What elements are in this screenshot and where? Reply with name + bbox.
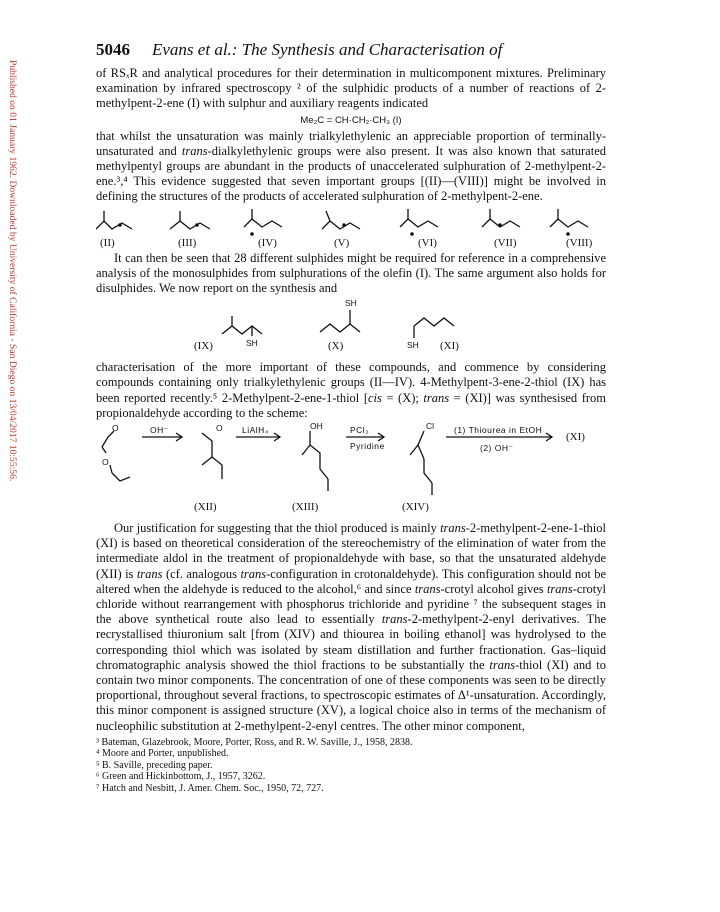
- atom-OH-XIII: OH: [310, 421, 323, 432]
- paragraph-4: characterisation of the more important of these compounds, and commence by considering compounds containing only trialkylethylenic groups (II—IV). 4-Methylpent-3-ene-2-thiol (IX) has been reported recently.⁵ 2-Methylpent-2-ene-1-thiol [cis = (X); trans = (XI)] was synthesised from propionaldehyde according to the scheme:: [96, 360, 606, 420]
- label-XI: (XI): [440, 340, 459, 353]
- synthesis-scheme-svg: [96, 421, 606, 521]
- reagent-PCl3: PCl₃: [350, 425, 370, 436]
- paragraph-1: of RSₓR and analytical procedures for their determination in multicomponent mixtures. Preliminary examination by infrared spectroscopy ² of the sulphidic products of a number of reactions of 2-methylpent-2-ene (I) with sulphur and auxiliary reagents indicated: [96, 66, 606, 111]
- atom-O-XII: O: [216, 423, 223, 434]
- label-XIII: (XIII): [292, 501, 319, 514]
- footnote-4: ⁴ Moore and Porter, unpublished.: [96, 748, 229, 760]
- equation-I: Me₂C = CH·CH₂·CH₃ (I): [300, 114, 402, 126]
- structure-IV: [244, 219, 282, 227]
- atom-SH-IX: SH: [246, 338, 258, 349]
- label-IX: (IX): [194, 340, 213, 353]
- label-VI: (VI): [418, 236, 437, 249]
- structure-II: [96, 221, 132, 229]
- synthesis-scheme: [96, 421, 606, 521]
- footnote-5: ⁵ B. Saville, preceding paper.: [96, 759, 213, 771]
- atom-Cl-XIV: Cl: [426, 421, 435, 432]
- label-XIV: (XIV): [402, 501, 429, 514]
- reagent-hydroxide-2: (2) OH⁻: [480, 443, 514, 454]
- atom-O-2: O: [102, 457, 109, 468]
- structure-IX: [222, 326, 262, 334]
- structure-VIII: [550, 219, 588, 227]
- footnote-3: ³ Bateman, Glazebrook, Moore, Porter, Ross, and R. W. Saville, J., 1958, 2838.: [96, 736, 413, 748]
- label-VIII: (VIII): [566, 236, 593, 249]
- structure-III: [170, 221, 210, 229]
- structure-XI: [414, 318, 454, 326]
- page-number: 5046: [96, 40, 130, 59]
- structures-II-VIII: [96, 205, 606, 251]
- label-III: (III): [178, 236, 197, 249]
- label-II: (II): [100, 236, 115, 249]
- structures-IX-XI: [96, 296, 606, 360]
- reagent-pyridine: Pyridine: [350, 441, 385, 452]
- reagent-thiourea: (1) Thiourea in EtOH: [454, 425, 543, 436]
- running-title: Evans et al.: The Synthesis and Characterisation of: [152, 40, 503, 59]
- atom-O-1: O: [112, 423, 119, 434]
- reagent-LiAlH4: LiAlH₄: [242, 425, 269, 436]
- label-V: (V): [334, 236, 350, 249]
- journal-page: [96, 40, 606, 794]
- paragraph-5: Our justification for suggesting that the thiol produced is mainly trans-2-methylpent-2-ene-1-thiol (XI) is based on theoretical consideration of the stereochemistry of the elimination of water from the intermediate aldol in the treatment of propionaldehyde with base, so that the unsaturated aldehyde (XII) is trans (cf. analogous trans-configuration in crotonaldehyde). This configuration should not be altered when the aldehyde is reduced to the alcohol,⁶ and since trans-crotyl alcohol gives trans-crotyl chloride without rearrangement with phosphorus trichloride and pyridine ⁷ the subsequent stages in the above synthetical route also lead to essentially trans-2-methylpent-2-enyl derivatives. The recrystallised thiuronium salt [from (XIV) and thiourea in boiling ethanol] was hydrolysed to the corresponding thiol which was isolated by steam distillation and further fractionation. Gas–liquid chromatographic analysis showed the thiol fractions to be substantially the trans-thiol (XI) and to contain two minor components. The concentration of one of these components was seen to be directly proportional, throughout several fractions, to spectroscopic estimates of Δ¹-unsaturation. Accordingly, this minor component is assigned structure (XV), a logical choice also in terms of the mechanism of nucleophilic substitution at 2-methylpent-2-enyl centres. The other minor component,: [96, 521, 606, 733]
- label-XII: (XII): [194, 501, 217, 514]
- reagent-hydroxide: OH⁻: [150, 425, 169, 436]
- running-header: [96, 40, 606, 66]
- footnote-7: ⁷ Hatch and Nesbitt, J. Amer. Chem. Soc., 1950, 72, 727.: [96, 782, 324, 794]
- watermark-text: Published on 01 January 1962. Downloaded by University of California - San Diego on 13/04/2017 10:55:56.: [7, 60, 18, 482]
- footnote-6: ⁶ Green and Hickinbottom, J., 1957, 3262.: [96, 771, 266, 783]
- download-watermark: [4, 60, 18, 600]
- structures-row1-svg: [96, 205, 606, 251]
- structure-V: [322, 221, 360, 229]
- footnotes: [96, 737, 606, 794]
- label-VII: (VII): [494, 236, 517, 249]
- structure-VI: [400, 219, 438, 227]
- atom-SH-X: SH: [345, 298, 357, 309]
- atom-SH-XI: SH: [407, 340, 419, 351]
- label-X: (X): [328, 340, 344, 353]
- paragraph-2: that whilst the unsaturation was mainly trialkylethylenic an appreciable proportion of terminally-unsaturated and trans-dialkylethylenic groups were also present. It was also known that saturated methylpentyl groups are abundant in the products of unaccelerated sulphuration of 2-methylpent-2-ene.³,⁴ This evidence suggested that seven important groups [(II)—(VIII)] might be involved in defining the structures of the products of accelerated sulphuration of 2-methylpent-2-ene.: [96, 128, 606, 204]
- structure-X: [320, 324, 360, 332]
- label-XI-product: (XI): [566, 431, 585, 444]
- paragraph-3: It can then be seen that 28 different sulphides might be required for reference in a comprehensive analysis of the monosulphides from sulphurations of the olefin (I). The same argument also holds for disulphides. We now report on the synthesis and: [96, 250, 606, 296]
- label-IV: (IV): [258, 236, 277, 249]
